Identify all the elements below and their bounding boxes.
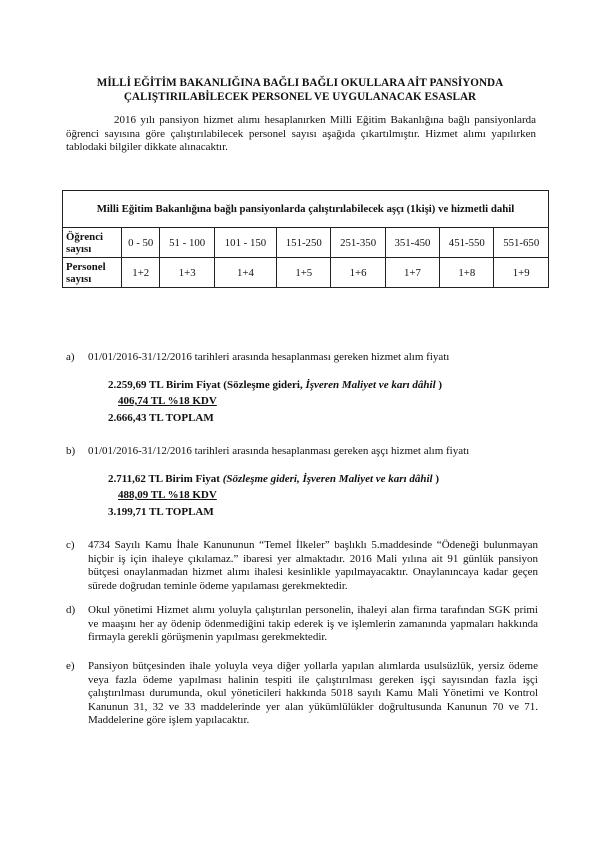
title-line-1: MİLLİ EĞİTİM BAKANLIĞINA BAĞLI BAĞLI OKULLARA AİT PANSİYONDA — [96, 77, 504, 89]
personnel-count-cell: 1+9 — [494, 258, 549, 288]
section-c-text: 4734 Sayılı Kamu İhale Kanununun “Temel İlkeler” başlıklı 5.maddesinde “Ödeneği bulunmayan hiçbir iş için ihaleye çıkılamaz.” ibaresi yer almaktadır. 2016 Mali yılına ait 91 günlük pansiyon bütçesi onaylanmadan hizmet alımı ihalesi kesinlikle yapılmayacaktır. Onaylanıncaya kadar geçen sürede doğrudan teminle ödeme yapılaması gerekmektedir. — [88, 539, 538, 592]
personnel-count-cell: 1+5 — [277, 258, 331, 288]
student-range-cell: 551-650 — [494, 228, 549, 258]
section-e-marker: e) — [66, 660, 75, 672]
document-title — [60, 76, 540, 104]
section-e-text: Pansiyon bütçesinden ihale yoluyla veya diğer yollarla yapılan alımlarda usulsüzlük, yersiz ödeme veya fazla ödeme yapılması halinin tespiti ile çalıştırılması gereken işçi sayısından fazla işçi çalıştırılması durumunda, okul yöneticileri hakkında 5018 sayılı Kamu Mali Yönetimi ve Kontrol Kanunun 31, 32 ve 33 maddelerinde yer alan yükümlülükler doğrultusunda Kanunun 70 ve 71. Maddelerine göre işlem yapılacaktır. — [88, 660, 538, 727]
personnel-count-cell: 1+6 — [331, 258, 385, 288]
section-b-total: 3.199,71 TL TOPLAM — [108, 506, 214, 518]
personnel-count-cell: 1+4 — [214, 258, 276, 288]
student-range-cell: 151-250 — [277, 228, 331, 258]
student-range-cell: 51 - 100 — [160, 228, 214, 258]
personnel-count-cell: 1+8 — [440, 258, 494, 288]
title-line-2: ÇALIŞTIRILABİLECEK PERSONEL VE UYGULANACAK ESASLAR — [123, 91, 477, 103]
table-header: Milli Eğitim Bakanlığına bağlı pansiyonlarda çalıştırılabilecek aşçı (1kişi) ve hizmetli dahil — [63, 191, 549, 228]
row-label-students: Öğrenci sayısı — [63, 228, 122, 258]
row-label-personnel: Personel sayısı — [63, 258, 122, 288]
section-b-unit-price: 2.711,62 TL Birim Fiyat (Sözleşme gideri, İşveren Maliyet ve karı dâhil ) — [108, 473, 440, 485]
personnel-count-cell: 1+7 — [385, 258, 439, 288]
intro-text: 2016 yılı pansiyon hizmet alımı hesaplanırken Milli Eğitim Bakanlığına bağlı pansiyonlarda öğrenci sayısına göre çalıştırılabilecek personel sayısı aşağıda çıkartılmıştır. Hizmet alımı yapılırken tablodaki bilgiler dikkate alınacaktır. — [66, 114, 536, 154]
section-d-text: Okul yönetimi Hizmet alımı yoluyla çalıştırılan personelin, ihaleyi alan firma tarafından SGK primi ve maaşını her ay ödenip ödenmediğini takip ederek iş ve işlemlerin zamanında yapmaları hakkında firmayla gerekli görüşmenin yapılması gerekmektedir. — [88, 604, 538, 644]
section-a-total: 2.666,43 TL TOPLAM — [108, 412, 214, 424]
personnel-count-cell: 1+2 — [122, 258, 160, 288]
section-a-text: 01/01/2016-31/12/2016 tarihleri arasında hesaplanması gereken hizmet alım fiyatı — [88, 351, 450, 363]
student-range-cell: 101 - 150 — [214, 228, 276, 258]
section-b-marker: b) — [66, 445, 76, 457]
student-range-cell: 0 - 50 — [122, 228, 160, 258]
student-range-cell: 251-350 — [331, 228, 385, 258]
section-b-kdv: 488,09 TL %18 KDV — [118, 489, 217, 501]
section-a-kdv: 406,74 TL %18 KDV — [118, 395, 217, 407]
student-range-cell: 351-450 — [385, 228, 439, 258]
section-a-unit-price: 2.259,69 TL Birim Fiyat (Sözleşme gideri, İşveren Maliyet ve karı dâhil ) — [108, 379, 443, 391]
section-c-marker: c) — [66, 539, 75, 551]
section-d-marker: d) — [66, 604, 76, 616]
section-b-text: 01/01/2016-31/12/2016 tarihleri arasında hesaplanması gereken aşçı hizmet alım fiyatı — [88, 445, 470, 457]
personnel-count-cell: 1+3 — [160, 258, 214, 288]
student-range-cell: 451-550 — [440, 228, 494, 258]
personnel-table — [62, 190, 549, 288]
section-a-marker: a) — [66, 351, 75, 363]
intro-paragraph — [66, 114, 536, 155]
